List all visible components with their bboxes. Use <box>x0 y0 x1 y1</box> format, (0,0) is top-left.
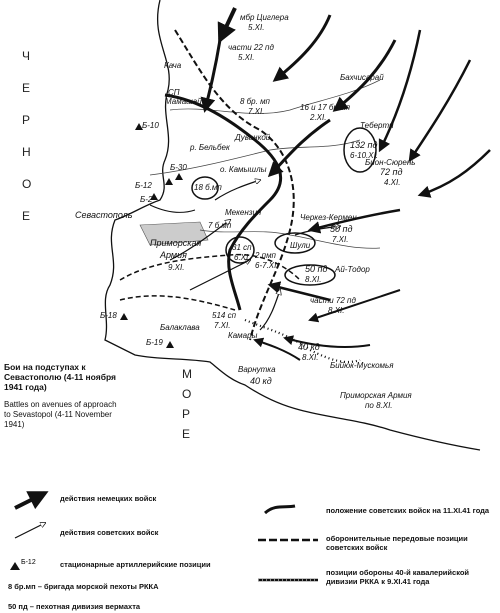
soviet-position-line <box>165 95 281 310</box>
legend-division: 50 пд – пехотная дивизия вермахта <box>8 602 141 611</box>
svg-text:Р: Р <box>22 113 32 127</box>
svg-text:О: О <box>182 387 193 401</box>
svg-text:Б-10: Б-10 <box>142 121 159 130</box>
caption-en: Battles on avenues of approach to Sevastopol (4-11 November 1941) <box>4 400 117 429</box>
svg-text:9.XI.: 9.XI. <box>168 263 185 272</box>
svg-text:7.XI.: 7.XI. <box>248 107 265 116</box>
svg-text:Бийюк-Мускомья: Бийюк-Мускомья <box>330 361 394 370</box>
svg-text:Варнутка: Варнутка <box>238 365 276 374</box>
svg-text:8.XI.: 8.XI. <box>305 275 322 284</box>
legend-german: действия немецких войск <box>60 494 157 503</box>
svg-text:Балаклава: Балаклава <box>160 323 200 332</box>
svg-text:Н: Н <box>22 145 32 159</box>
legend-artillery: стационарные артиллерийские позиции <box>60 560 211 569</box>
soviet-arrow-symbol <box>15 523 45 538</box>
svg-text:8 бр. мп: 8 бр. мп <box>240 97 270 106</box>
svg-text:Дуванкой: Дуванкой <box>235 133 271 142</box>
legend-brigade: 8 бр.мп – бригада морской пехоты РККА <box>8 582 159 591</box>
svg-text:Шули: Шули <box>290 241 311 250</box>
svg-text:Е: Е <box>22 209 32 223</box>
sea-label-2 <box>182 367 193 441</box>
svg-text:6.XI.: 6.XI. <box>234 253 251 262</box>
svg-text:40 кд: 40 кд <box>298 342 320 352</box>
svg-text:72 пд: 72 пд <box>380 167 403 177</box>
svg-text:Бион-Сюрень: Бион-Сюрень <box>365 158 416 167</box>
svg-text:8.XI.: 8.XI. <box>302 353 319 362</box>
svg-text:Б-12: Б-12 <box>135 181 152 190</box>
caption-ru: Бои на подступах к Севастополю (4-11 ноября 1941 года) <box>4 362 117 392</box>
svg-text:31 сп: 31 сп <box>232 243 252 252</box>
svg-text:40 кд: 40 кд <box>250 376 272 386</box>
map-legend <box>0 478 500 613</box>
svg-text:Б-19: Б-19 <box>146 338 163 347</box>
svg-text:50 пд: 50 пд <box>305 264 328 274</box>
svg-text:Приморская Армия: Приморская Армия <box>340 391 412 400</box>
svg-text:7.XI.: 7.XI. <box>332 235 349 244</box>
legend-cavalry-defense: позиции обороны 40-й кавалерийской дивизии РККА к 9.XI.41 года <box>326 568 470 586</box>
svg-text:Е: Е <box>22 81 32 95</box>
svg-text:Б-2: Б-2 <box>140 195 153 204</box>
svg-text:р. Бельбек: р. Бельбек <box>190 143 230 152</box>
svg-text:М: М <box>182 367 193 381</box>
svg-text:514 сп: 514 сп <box>212 311 236 320</box>
svg-text:132 пд: 132 пд <box>350 140 378 150</box>
svg-text:50 пд: 50 пд <box>330 224 353 234</box>
svg-text:Мекензия: Мекензия <box>225 208 262 217</box>
svg-text:Р: Р <box>182 407 192 421</box>
svg-text:5.XI.: 5.XI. <box>248 23 265 32</box>
svg-text:18 б.мп: 18 б.мп <box>194 183 222 192</box>
svg-text:Ч: Ч <box>22 49 31 63</box>
svg-text:6-10.XI.: 6-10.XI. <box>350 151 379 160</box>
svg-text:Кача: Кача <box>164 61 182 70</box>
legend-soviet-position: положение советских войск на 11.XI.41 года <box>326 506 490 515</box>
svg-text:О: О <box>22 177 33 191</box>
svg-text:4.XI.: 4.XI. <box>384 178 401 187</box>
svg-text:СП: СП <box>168 88 180 97</box>
svg-text:части 22 пд: части 22 пд <box>228 43 274 52</box>
svg-text:2 пмп: 2 пмп <box>255 251 276 260</box>
svg-text:Теберти: Теберти <box>360 121 394 130</box>
svg-text:Б-18: Б-18 <box>100 311 117 320</box>
map-caption <box>4 362 124 430</box>
svg-text:8.XI.: 8.XI. <box>328 306 345 315</box>
svg-text:16 и 17 бр мп: 16 и 17 бр мп <box>300 103 350 112</box>
svg-text:2.XI.: 2.XI. <box>310 113 327 122</box>
svg-text:5.XI.: 5.XI. <box>238 53 255 62</box>
svg-text:6-7.XI.: 6-7.XI. <box>255 261 279 270</box>
svg-text:Е: Е <box>182 427 192 441</box>
svg-text:Ай-Тодор: Ай-Тодор <box>335 265 370 274</box>
svg-text:7.XI.: 7.XI. <box>214 321 231 330</box>
svg-text:Б-30: Б-30 <box>170 163 187 172</box>
svg-text:Приморская: Приморская <box>150 238 202 248</box>
svg-text:Севастополь: Севастополь <box>75 210 133 220</box>
svg-text:Армия: Армия <box>160 250 187 260</box>
svg-text:о. Камышлы: о. Камышлы <box>220 165 267 174</box>
svg-text:по 8.XI.: по 8.XI. <box>365 401 393 410</box>
svg-text:Бахчисарай: Бахчисарай <box>340 73 384 82</box>
svg-text:Камары: Камары <box>228 331 258 340</box>
sea-label-1 <box>22 49 32 223</box>
soviet-position-symbol <box>265 506 295 513</box>
svg-text:мбр Циглера: мбр Циглера <box>240 13 289 22</box>
svg-text:Черкез-Кермен: Черкез-Кермен <box>300 213 357 222</box>
artillery-symbol <box>10 562 20 570</box>
german-arrow-symbol <box>15 493 45 508</box>
svg-text:части 72 пд: части 72 пд <box>310 296 356 305</box>
svg-text:Мамашай: Мамашай <box>165 97 202 106</box>
svg-text:Б-12: Б-12 <box>21 559 36 566</box>
legend-defense-front: оборонительные передовые позиции советских войск <box>326 534 468 552</box>
svg-text:7 б.мп: 7 б.мп <box>208 221 232 230</box>
legend-soviet: действия советских войск <box>60 528 159 537</box>
